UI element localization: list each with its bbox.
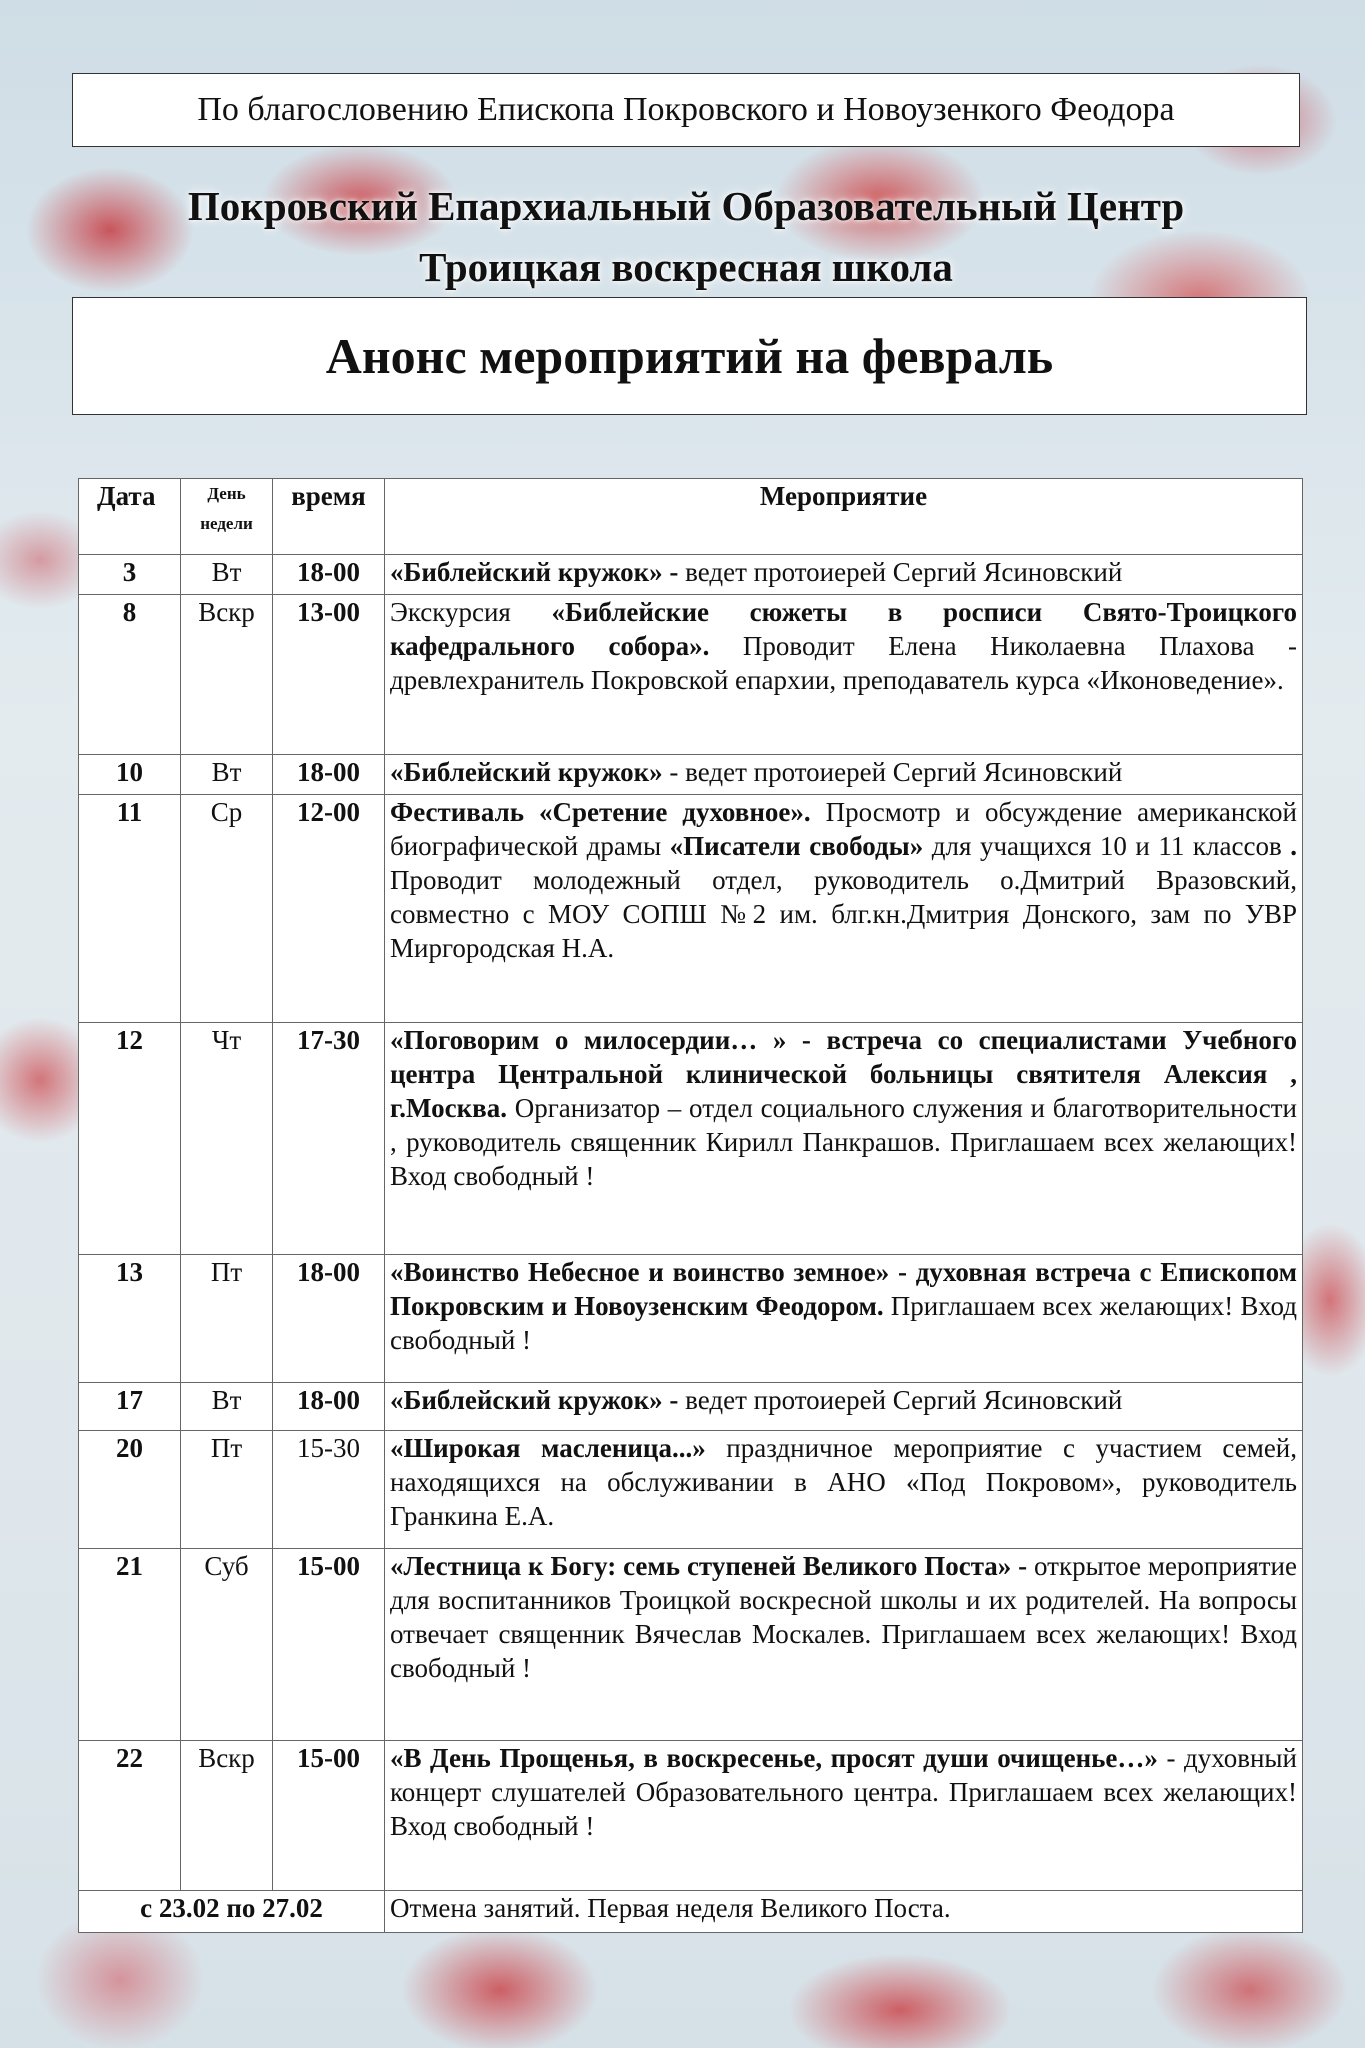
events-table xyxy=(78,478,1303,1933)
event-description-text: открытое мероприятие для воспитанников Троицкой воскресной школы и их родителей. На вопросы отвечает священник Вячеслав Москалев. Приглашаем всех желающих! Вход свободный ! xyxy=(390,1551,1297,1683)
header-dow-line2: недели xyxy=(200,514,253,533)
cell-event xyxy=(385,1431,1303,1549)
cell-time: 17-30 xyxy=(273,1023,385,1255)
cell-event xyxy=(385,1023,1303,1255)
event-description-text: Экскурсия xyxy=(390,597,552,627)
table-row xyxy=(79,595,1303,755)
header-date: Дата xyxy=(79,479,181,555)
cell-time: 13-00 xyxy=(273,595,385,755)
table-row xyxy=(79,1383,1303,1431)
cell-day-of-week: Вт xyxy=(181,555,273,595)
cell-event xyxy=(385,755,1303,795)
header-event: Мероприятие xyxy=(385,479,1303,555)
event-title-text: «Библейский кружок» - xyxy=(390,557,686,587)
cell-time: 18-00 xyxy=(273,1255,385,1383)
cell-event xyxy=(385,1549,1303,1741)
table-footer-row xyxy=(79,1891,1303,1933)
event-title-text: . xyxy=(1290,831,1297,861)
event-description-text: Проводит Елена Николаевна Плахова - древлехранитель Покровской епархии, преподаватель курса «Иконоведение». xyxy=(390,631,1297,695)
event-title-text: «Библейский кружок» - xyxy=(390,1385,686,1415)
cell-day-of-week: Суб xyxy=(181,1549,273,1741)
cell-date: 13 xyxy=(79,1255,181,1383)
table-row xyxy=(79,755,1303,795)
event-description-text: - ведет протоиерей Сергий Ясиновский xyxy=(662,757,1123,787)
cell-date: 8 xyxy=(79,595,181,755)
cell-time: 18-00 xyxy=(273,1383,385,1431)
table-row xyxy=(79,1549,1303,1741)
table-row xyxy=(79,795,1303,1023)
cell-event xyxy=(385,595,1303,755)
table-header-row xyxy=(79,479,1303,555)
table-row xyxy=(79,1023,1303,1255)
cell-day-of-week: Пт xyxy=(181,1431,273,1549)
cell-day-of-week: Вт xyxy=(181,755,273,795)
table-row xyxy=(79,555,1303,595)
table-row xyxy=(79,1431,1303,1549)
cell-date: 11 xyxy=(79,795,181,1023)
event-title-text: «Библейские сюжеты в росписи Свято-Троицкого кафедрального собора». xyxy=(390,597,1297,661)
event-description-text: праздничное мероприятие с участием семей, находящихся на обслуживании в АНО «Под Покровом», руководитель Гранкина Е.А. xyxy=(390,1433,1297,1531)
footer-note: Отмена занятий. Первая неделя Великого Поста. xyxy=(385,1891,1303,1933)
cell-day-of-week: Пт xyxy=(181,1255,273,1383)
event-title-text: «Писатели свободы» xyxy=(669,831,932,861)
cell-day-of-week: Ср xyxy=(181,795,273,1023)
cell-date: 21 xyxy=(79,1549,181,1741)
cell-time: 15-30 xyxy=(273,1431,385,1549)
event-title-text: «Поговорим о милосердии… » - встреча со специалистами Учебного центра Центральной клинической больницы святителя Алексия , г.Москва. xyxy=(390,1025,1297,1123)
cell-event xyxy=(385,1255,1303,1383)
cell-event xyxy=(385,1383,1303,1431)
cell-event xyxy=(385,555,1303,595)
cell-time: 15-00 xyxy=(273,1741,385,1891)
cell-time: 15-00 xyxy=(273,1549,385,1741)
cell-event xyxy=(385,1741,1303,1891)
blessing-box xyxy=(72,73,1300,147)
cell-day-of-week: Вскр xyxy=(181,595,273,755)
event-description-text: - духовный концерт слушателей Образовательного центра. Приглашаем всех желающих! Вход свободный ! xyxy=(390,1743,1297,1841)
cell-date: 17 xyxy=(79,1383,181,1431)
footer-date-range: с 23.02 по 27.02 xyxy=(79,1891,385,1933)
school-name: Троицкая воскресная школа xyxy=(419,244,953,290)
event-title-text: «Лестница к Богу: семь ступеней Великого Поста» - xyxy=(390,1551,1035,1581)
table-row xyxy=(79,1741,1303,1891)
event-description-text: ведет протоиерей Сергий Ясиновский xyxy=(685,1385,1123,1415)
table-row xyxy=(79,1255,1303,1383)
org-name: Покровский Епархиальный Образовательный Центр xyxy=(187,183,1185,229)
cell-date: 12 xyxy=(79,1023,181,1255)
cell-date: 3 xyxy=(79,555,181,595)
header-day-of-week xyxy=(181,479,273,555)
cell-date: 10 xyxy=(79,755,181,795)
header-dow-line1: День xyxy=(207,484,246,503)
event-title-text: «Воинство Небесное и воинство земное» - духовная встреча с Епископом Покровским и Новоузенским Феодором. xyxy=(390,1257,1297,1321)
event-description-text: Проводит молодежный отдел, руководитель о.Дмитрий Вразовский, совместно с МОУ СОПШ №2 им. блг.кн.Дмитрия Донского, зам по УВР Миргородская Н.А. xyxy=(390,865,1297,963)
cell-date: 20 xyxy=(79,1431,181,1549)
cell-date: 22 xyxy=(79,1741,181,1891)
event-description-text: для учащихся 10 и 11 классов xyxy=(931,831,1291,861)
cell-time: 12-00 xyxy=(273,795,385,1023)
event-description-text: Организатор – отдел социального служения и благотворительности , руководитель священник Кирилл Панкрашов. Приглашаем всех желающих! Вход свободный ! xyxy=(390,1093,1297,1191)
cell-day-of-week: Чт xyxy=(181,1023,273,1255)
cell-day-of-week: Вт xyxy=(181,1383,273,1431)
event-title-text: Фестиваль «Сретение духовное». xyxy=(390,797,826,827)
cell-time: 18-00 xyxy=(273,755,385,795)
cell-time: 18-00 xyxy=(273,555,385,595)
blessing-text: По благословению Епископа Покровского и Новоузенкого Феодора xyxy=(197,91,1175,128)
event-title-text: «Библейский кружок» xyxy=(390,757,663,787)
title-box xyxy=(72,297,1307,415)
page-title: Анонс мероприятий на февраль xyxy=(325,328,1054,384)
event-description-text: Просмотр и обсуждение американской биографической драмы xyxy=(390,797,1297,861)
cell-event xyxy=(385,795,1303,1023)
cell-day-of-week: Вскр xyxy=(181,1741,273,1891)
header-time: время xyxy=(273,479,385,555)
event-title-text: «Широкая масленица...» xyxy=(390,1433,727,1463)
table-body xyxy=(79,555,1303,1891)
event-title-text: «В День Прощенья, в воскресенье, просят души очищенье…» xyxy=(390,1743,1167,1773)
event-description-text: ведет протоиерей Сергий Ясиновский xyxy=(685,557,1123,587)
event-description-text: Приглашаем всех желающих! Вход свободный ! xyxy=(390,1291,1297,1355)
